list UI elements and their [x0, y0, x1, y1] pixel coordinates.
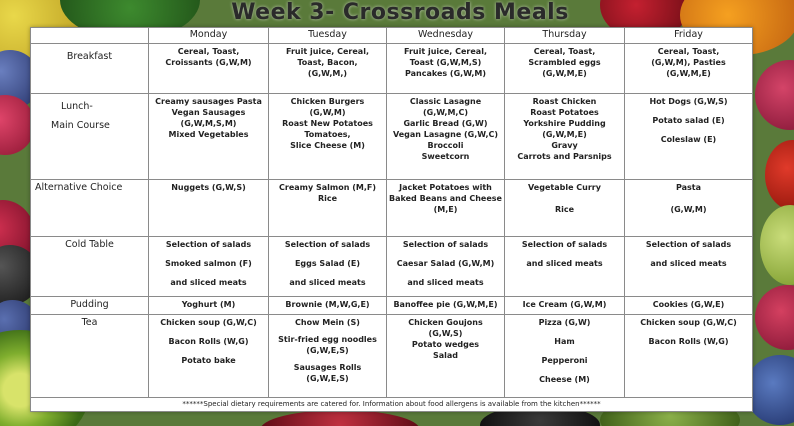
- menu-item: (G,W,M): [309, 107, 346, 117]
- row-label-breakfast: Breakfast: [31, 44, 149, 93]
- menu-item: Rice: [317, 193, 338, 203]
- corner-cell: [31, 28, 149, 44]
- menu-item: Yorkshire Pudding: [523, 118, 606, 128]
- menu-item: Ham: [554, 337, 575, 347]
- breakfast-row: [31, 44, 753, 93]
- cold-friday: [625, 237, 753, 297]
- menu-item: Coleslaw (E): [660, 134, 717, 144]
- raspberry-image: [755, 285, 794, 350]
- menu-item: Croissants (G,W,M): [165, 58, 252, 68]
- spacer: [627, 126, 750, 134]
- menu-item: Potato bake: [181, 356, 236, 366]
- tea-tuesday: [269, 315, 387, 397]
- menu-item: Caesar Salad (G,W,M): [396, 259, 495, 269]
- menu-item: Toast, Bacon,: [297, 58, 358, 68]
- menu-item: Fruit juice, Cereal,: [404, 47, 487, 57]
- menu-item: Broccoli: [427, 140, 464, 150]
- menu-item: Bacon Rolls (W,G): [168, 337, 249, 347]
- spacer: [151, 347, 266, 355]
- menu-item: (G,W,M), Pasties: [651, 58, 726, 68]
- spacer: [507, 347, 622, 355]
- menu-item: Cereal, Toast,: [657, 47, 720, 57]
- alternative-friday: [625, 179, 753, 236]
- menu-item: (G,W,M,): [307, 69, 348, 79]
- spacer: [507, 328, 622, 336]
- menu-item: Stir-fried egg noodles: [278, 335, 377, 345]
- day-header-wednesday: Wednesday: [387, 28, 505, 44]
- alternative-wednesday: [387, 179, 505, 236]
- menu-item: Vegetable Curry: [528, 182, 601, 192]
- menu-item: Fruit juice, Cereal,: [286, 47, 369, 57]
- menu-item: Rice: [554, 204, 575, 214]
- day-header-friday: Friday: [625, 28, 753, 44]
- alternative-monday: [149, 179, 269, 236]
- cold-tuesday: [269, 237, 387, 297]
- menu-item: Chicken soup (G,W,C): [160, 318, 257, 328]
- menu-item: Pepperoni: [541, 356, 588, 366]
- menu-item: Hot Dogs (G,W,S): [649, 96, 728, 106]
- spacer: [271, 269, 384, 277]
- spacer: [151, 328, 266, 336]
- footer-row: [31, 397, 753, 411]
- menu-item: Chicken Burgers: [290, 96, 365, 106]
- row-label-pudding: Pudding: [31, 296, 149, 314]
- menu-item: Potato wedges: [411, 340, 480, 350]
- day-header-monday: Monday: [149, 28, 269, 44]
- menu-item: Roast Potatoes: [530, 107, 599, 117]
- pudding-thursday: Ice Cream (G,W,M): [505, 296, 625, 314]
- menu-item: Potato salad (E): [652, 115, 725, 125]
- menu-item: (G,W,M,C): [423, 107, 468, 117]
- pudding-wednesday: Banoffee pie (G,W,M,E): [387, 296, 505, 314]
- menu-item: Sausages Rolls: [293, 363, 362, 373]
- pudding-monday: Yoghurt (M): [149, 296, 269, 314]
- tea-wednesday: [387, 315, 505, 397]
- raspberry-image: [755, 60, 794, 130]
- menu-item: Creamy sausages Pasta: [155, 96, 262, 106]
- lunch-thursday: [505, 93, 625, 179]
- breakfast-friday: [625, 44, 753, 93]
- menu-item: Eggs Salad (E): [294, 259, 361, 269]
- spacer: [627, 328, 750, 336]
- menu-item: Pizza (G,W): [538, 318, 591, 328]
- tea-monday: [149, 315, 269, 397]
- row-label-lunch-line1: Lunch-: [61, 100, 93, 112]
- day-header-tuesday: Tuesday: [269, 28, 387, 44]
- breakfast-tuesday: [269, 44, 387, 93]
- spacer: [151, 250, 266, 258]
- menu-item: Selection of salads: [402, 240, 489, 250]
- menu-item: and sliced meats: [289, 278, 366, 288]
- breakfast-thursday: [505, 44, 625, 93]
- lunch-wednesday: [387, 93, 505, 179]
- day-header-thursday: Thursday: [505, 28, 625, 44]
- page-title: Week 3- Crossroads Meals: [231, 0, 569, 25]
- menu-item: Chicken Goujons: [408, 318, 483, 328]
- spacer: [51, 112, 146, 120]
- menu-item: Chicken soup (G,W,C): [640, 318, 737, 328]
- menu-item: Salad: [432, 351, 459, 361]
- menu-item: Toast (G,W,M,S): [409, 58, 482, 68]
- breakfast-wednesday: [387, 44, 505, 93]
- lunch-monday: [149, 93, 269, 179]
- menu-item: and sliced meats: [170, 278, 247, 288]
- menu-item: Roast Chicken: [532, 96, 597, 106]
- menu-item: Jacket Potatoes with: [399, 182, 492, 192]
- menu-item: (G,W,M,E): [666, 69, 711, 79]
- menu-item: Carrots and Parsnips: [517, 151, 612, 161]
- menu-item: Selection of salads: [284, 240, 371, 250]
- menu-item: Scrambled eggs: [528, 58, 601, 68]
- row-label-alternative: Alternative Choice: [31, 179, 149, 236]
- menu-item: and sliced meats: [526, 259, 603, 269]
- cold-thursday: [505, 237, 625, 297]
- lunch-row: [31, 93, 753, 179]
- menu-item: Classic Lasagne: [409, 96, 482, 106]
- menu-item: Selection of salads: [165, 240, 252, 250]
- menu-item: Cheese (M): [539, 375, 590, 385]
- pudding-tuesday: Brownie (M,W,G,E): [269, 296, 387, 314]
- menu-item: Gravy: [551, 140, 578, 150]
- menu-item: Baked Beans and Cheese: [389, 193, 502, 203]
- menu-item: Nuggets (G,W,S): [171, 182, 246, 192]
- row-label-lunch: [31, 93, 149, 179]
- cherry-image: [260, 410, 420, 426]
- pudding-row: [31, 296, 753, 314]
- tea-thursday: [505, 315, 625, 397]
- menu-item: (G,W,M): [670, 204, 707, 214]
- menu-item: Roast New Potatoes: [282, 118, 373, 128]
- cold-table-row: [31, 237, 753, 297]
- grape-image: [760, 205, 794, 285]
- menu-item: Vegan Sausages: [171, 107, 246, 117]
- meal-menu-table: [30, 27, 753, 412]
- alternative-row: [31, 179, 753, 236]
- menu-item: Tomatoes,: [304, 129, 351, 139]
- spacer: [627, 250, 750, 258]
- strawberry-image: [765, 140, 794, 210]
- menu-item: (G,W,E,S): [306, 346, 349, 356]
- menu-item: Selection of salads: [645, 240, 732, 250]
- row-label-lunch-line2: Main Course: [51, 119, 110, 131]
- menu-item: Sweetcorn: [421, 151, 470, 161]
- alternative-thursday: [505, 179, 625, 236]
- menu-item: Mixed Vegetables: [168, 129, 249, 139]
- menu-item: Vegan Lasagne (G,W,C): [392, 129, 499, 139]
- tea-row: [31, 315, 753, 397]
- spacer: [627, 193, 750, 204]
- lunch-friday: [625, 93, 753, 179]
- tea-friday: [625, 315, 753, 397]
- lunch-tuesday: [269, 93, 387, 179]
- spacer: [507, 250, 622, 258]
- spacer: [507, 193, 622, 204]
- menu-item: Pancakes (G,W,M): [404, 69, 487, 79]
- menu-item: and sliced meats: [407, 278, 484, 288]
- menu-item: (M,E): [433, 204, 458, 214]
- menu-item: (G,W,M,E): [542, 129, 587, 139]
- cold-monday: [149, 237, 269, 297]
- row-label-cold-table: Cold Table: [31, 237, 149, 297]
- menu-item: Cereal, Toast,: [177, 47, 240, 57]
- header-row: [31, 28, 753, 44]
- spacer: [389, 269, 502, 277]
- menu-item: Chow Mein (S): [295, 318, 360, 328]
- spacer: [389, 250, 502, 258]
- spacer: [151, 269, 266, 277]
- menu-item: Cereal, Toast,: [533, 47, 596, 57]
- menu-item: (G,W,S): [428, 329, 463, 339]
- pudding-friday: Cookies (G,W,E): [625, 296, 753, 314]
- menu-item: Garlic Bread (G,W): [403, 118, 488, 128]
- menu-item: and sliced meats: [650, 259, 727, 269]
- menu-item: Pasta: [675, 182, 702, 192]
- menu-item: (G,W,E,S): [306, 374, 349, 384]
- menu-item: Bacon Rolls (W,G): [648, 337, 729, 347]
- breakfast-monday: [149, 44, 269, 93]
- menu-item: (G,W,M,E): [542, 69, 587, 79]
- menu-item: (G,W,M,S,M): [180, 118, 237, 128]
- menu-item: Slice Cheese (M): [290, 140, 365, 150]
- alternative-tuesday: [269, 179, 387, 236]
- menu-item: Creamy Salmon (M,F): [279, 182, 376, 192]
- row-label-tea: Tea: [31, 315, 149, 397]
- spacer: [271, 250, 384, 258]
- spacer: [627, 107, 750, 115]
- menu-item: Smoked salmon (F): [165, 259, 252, 269]
- cold-wednesday: [387, 237, 505, 297]
- menu-item: Selection of salads: [521, 240, 608, 250]
- dietary-note: ******Special dietary requirements are catered for. Information about food allergens is available from the kitchen******: [31, 397, 753, 411]
- spacer: [507, 366, 622, 374]
